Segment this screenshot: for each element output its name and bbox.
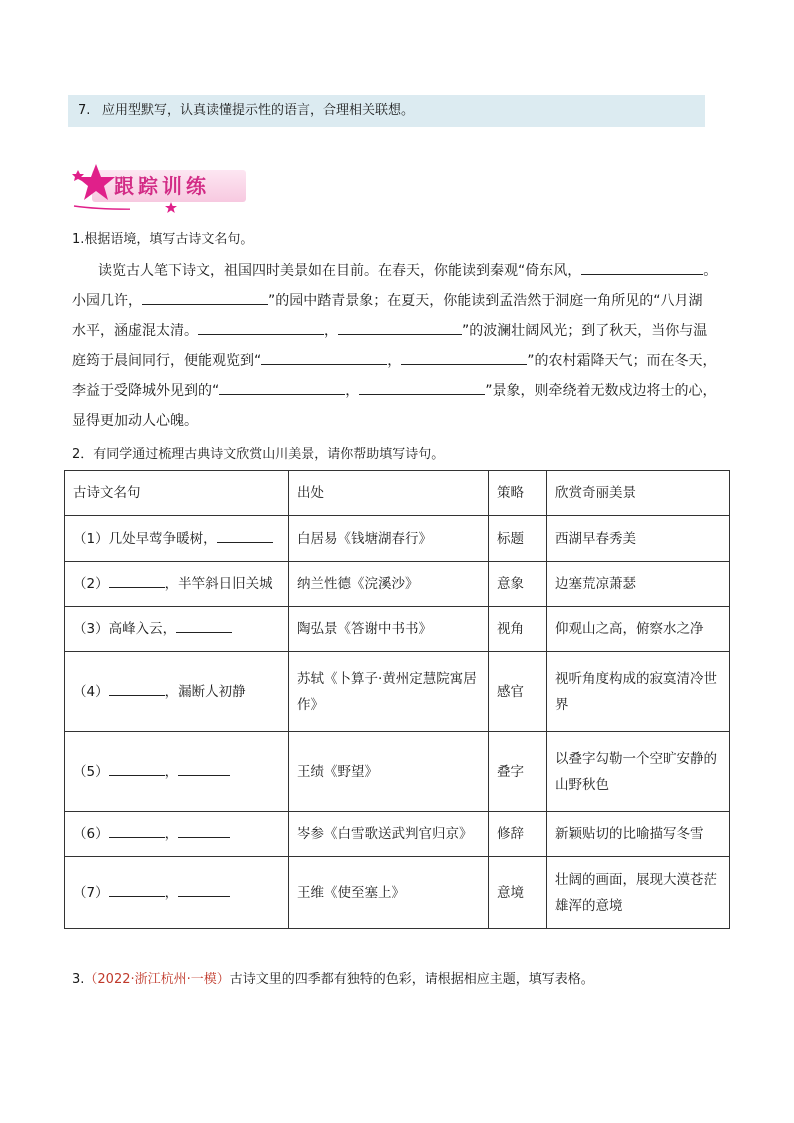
- appreciation-cell: 新颖贴切的比喻描写冬雪: [547, 812, 730, 857]
- tip-text: 应用型默写，认真读懂提示性的语言，合理相关联想。: [102, 103, 415, 118]
- source-cell: 岑参《白雪歌送武判官归京》: [289, 812, 489, 857]
- question-3-number: 3.: [72, 972, 85, 987]
- answer-blank[interactable]: [261, 348, 387, 365]
- appreciation-cell: 视听角度构成的寂寞清冷世界: [547, 652, 730, 732]
- small-star-icon: [164, 202, 178, 214]
- q1-line1-end: 。: [703, 263, 718, 279]
- table-row: [65, 732, 730, 812]
- question-1-paragraph: [72, 256, 727, 436]
- table-row: [65, 652, 730, 732]
- source-cell: 王绩《野望》: [289, 732, 489, 812]
- poem-comma: ，: [164, 884, 179, 901]
- answer-blank[interactable]: [109, 823, 165, 838]
- answer-blank[interactable]: [176, 618, 232, 633]
- answer-blank[interactable]: [178, 761, 230, 776]
- poem-comma: ，: [164, 763, 179, 780]
- answer-blank[interactable]: [178, 882, 230, 897]
- q1-line3-comma: ，: [324, 323, 338, 339]
- q1-line6: 显得更加动人心魄。: [72, 413, 198, 429]
- row-number: （7）: [73, 884, 109, 901]
- row-number: （3）: [73, 621, 109, 637]
- poem-text: 高峰入云，: [108, 621, 177, 637]
- question-3-title: [72, 970, 594, 990]
- table-row: [65, 857, 730, 929]
- answer-blank[interactable]: [198, 318, 324, 335]
- poem-comma: ，: [164, 826, 179, 842]
- source-cell: 纳兰性德《浣溪沙》: [289, 562, 489, 607]
- row-number: （2）: [73, 576, 109, 592]
- poem-text: ，漏断人初静: [164, 683, 246, 700]
- q1-line4-comma: ，: [387, 353, 402, 369]
- q1-line3-start: 水平，涵虚混太清。: [72, 323, 198, 339]
- answer-blank[interactable]: [109, 882, 165, 897]
- poem-line-cell: [65, 516, 289, 562]
- banner-title: 跟踪训练: [114, 174, 210, 198]
- table-header-row: [65, 471, 730, 516]
- row-number: （6）: [73, 826, 109, 842]
- section-banner: [70, 162, 250, 214]
- row-number: （5）: [73, 763, 109, 780]
- poetry-table: [64, 470, 730, 929]
- strategy-cell: 视角: [489, 607, 547, 652]
- answer-blank[interactable]: [401, 348, 527, 365]
- q1-line5-text: ”景象，则牵绕着无数戍边将士的心，: [485, 383, 717, 399]
- tip-bar: [68, 95, 705, 127]
- table-row: [65, 562, 730, 607]
- answer-blank[interactable]: [338, 318, 462, 335]
- q1-line2-start: 小园几许，: [72, 293, 142, 309]
- question-1-title: 1.根据语境，填写古诗文名句。: [72, 232, 254, 247]
- source-cell: 苏轼《卜算子·黄州定慧院寓居作》: [289, 652, 489, 732]
- answer-blank[interactable]: [109, 761, 165, 776]
- tip-number: 7.: [78, 103, 91, 118]
- table-row: [65, 607, 730, 652]
- q1-line4-start: 庭筠于晨间同行，便能观览到“: [72, 353, 262, 369]
- answer-blank[interactable]: [109, 681, 165, 696]
- row-number: （4）: [73, 683, 109, 700]
- header-cell: 出处: [289, 471, 489, 516]
- q1-line5-comma: ，: [345, 383, 360, 399]
- poem-text: 几处早莺争暖树，: [108, 530, 217, 547]
- q1-line4-text: ”的农村霜降天气；而在冬天，: [527, 353, 717, 369]
- q1-line1-text: 读览古人笔下诗文，祖国四时美景如在目前。在春天，你能读到秦观“倚东风，: [98, 263, 582, 279]
- appreciation-cell: 仰观山之高，俯察水之净: [547, 607, 730, 652]
- strategy-cell: 标题: [489, 516, 547, 562]
- appreciation-cell: 西湖早春秀美: [547, 516, 730, 562]
- poem-line-cell: [65, 562, 289, 607]
- source-cell: 王维《使至塞上》: [289, 857, 489, 929]
- poem-line-cell: [65, 857, 289, 929]
- poem-line-cell: [65, 732, 289, 812]
- poem-line-cell: [65, 812, 289, 857]
- header-cell: 策略: [489, 471, 547, 516]
- question-3-source-tag: （2022·浙江杭州·一模）: [84, 972, 230, 987]
- answer-blank[interactable]: [359, 378, 485, 395]
- answer-blank[interactable]: [142, 288, 268, 305]
- q1-line2-text: ”的园中踏青景象；在夏天，你能读到孟浩然于洞庭一角所见的“八月湖: [268, 293, 703, 309]
- strategy-cell: 意象: [489, 562, 547, 607]
- appreciation-cell: 边塞荒凉萧瑟: [547, 562, 730, 607]
- answer-blank[interactable]: [219, 378, 345, 395]
- strategy-cell: 意境: [489, 857, 547, 929]
- question-2-title: 2．有同学通过梳理古典诗文欣赏山川美景，请你帮助填写诗句。: [72, 447, 445, 462]
- answer-blank[interactable]: [581, 258, 703, 275]
- q1-line5-start: 李益于受降城外见到的“: [72, 383, 220, 399]
- question-3-text: 古诗文里的四季都有独特的色彩，请根据相应主题，填写表格。: [229, 972, 594, 987]
- source-cell: 陶弘景《答谢中书书》: [289, 607, 489, 652]
- strategy-cell: 修辞: [489, 812, 547, 857]
- poem-text: ，半竿斜日旧关城: [164, 576, 273, 592]
- appreciation-cell: 以叠字勾勒一个空旷安静的山野秋色: [547, 732, 730, 812]
- answer-blank[interactable]: [217, 528, 273, 543]
- q1-line3-text: ”的波澜壮阔风光；到了秋天，当你与温: [462, 323, 708, 339]
- table-row: [65, 516, 730, 562]
- answer-blank[interactable]: [109, 573, 165, 588]
- table-row: [65, 812, 730, 857]
- strategy-cell: 叠字: [489, 732, 547, 812]
- answer-blank[interactable]: [178, 823, 230, 838]
- appreciation-cell: 壮阔的画面，展现大漠苍茫雄浑的意境: [547, 857, 730, 929]
- poem-line-cell: [65, 607, 289, 652]
- row-number: （1）: [73, 530, 109, 547]
- source-cell: 白居易《钱塘湖春行》: [289, 516, 489, 562]
- poem-line-cell: [65, 652, 289, 732]
- strategy-cell: 感官: [489, 652, 547, 732]
- header-cell: 古诗文名句: [65, 471, 289, 516]
- header-cell: 欣赏奇丽美景: [547, 471, 730, 516]
